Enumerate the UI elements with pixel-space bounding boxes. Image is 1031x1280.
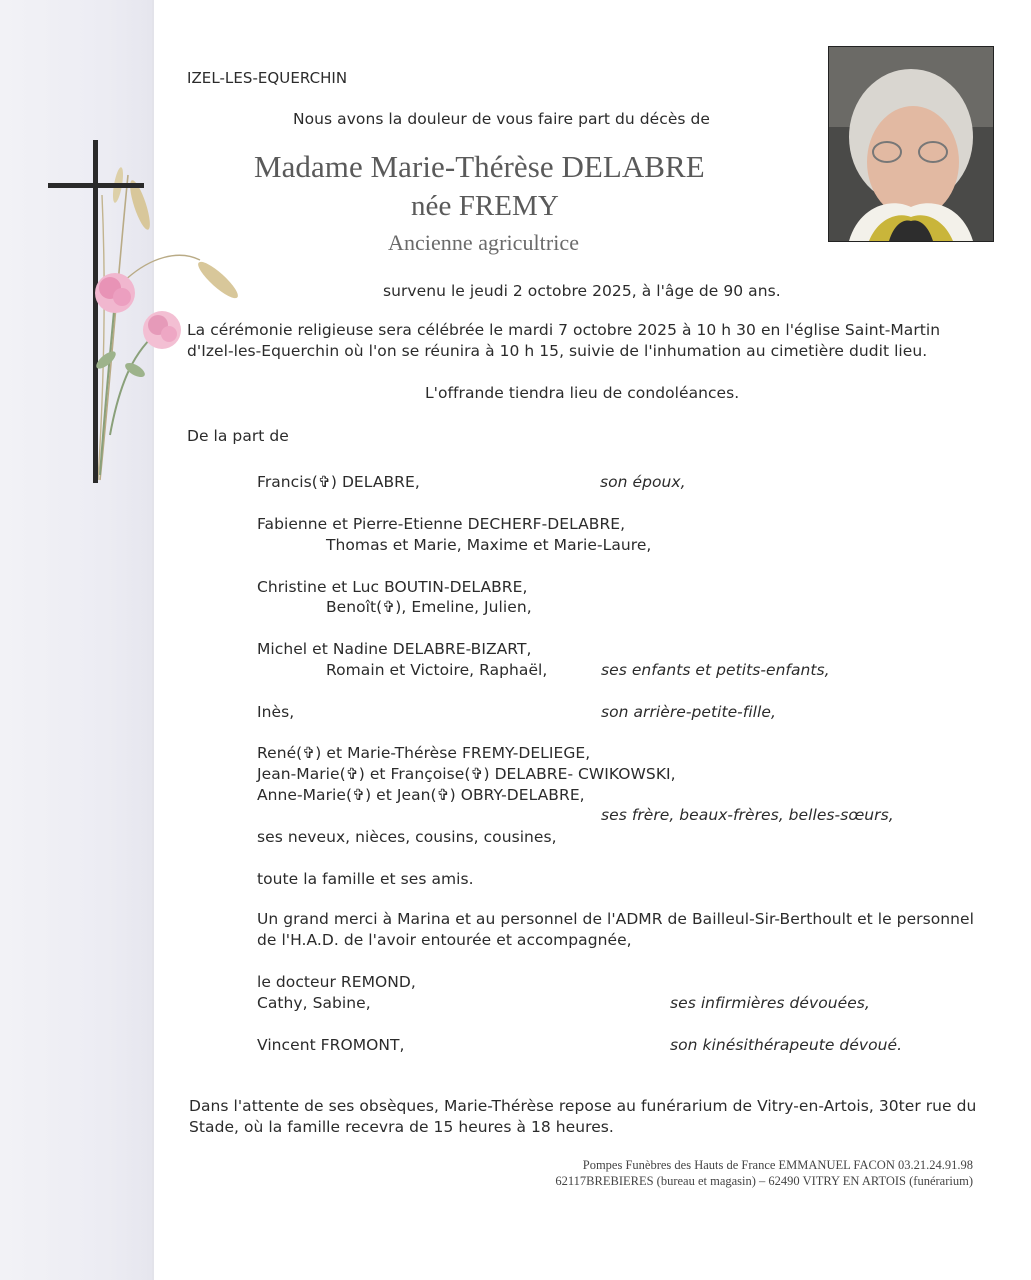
cross-vertical (93, 140, 98, 483)
funeral-home-line2: 62117BREBIERES (bureau et magasin) – 62490 VITRY EN ARTOIS (funérarium) (555, 1174, 973, 1188)
spouse-name: Francis(✞) DELABRE, (257, 473, 420, 491)
location-heading: IZEL-LES-EQUERCHIN (187, 69, 348, 87)
physio-relation: son kinésithérapeute dévoué. (670, 1036, 903, 1054)
nurses-names: Cathy, Sabine, (257, 994, 371, 1012)
cross-horizontal (48, 183, 144, 188)
rose-lower (143, 311, 181, 349)
nephews-text: ses neveux, nièces, cousins, cousines, (257, 828, 557, 846)
from-label: De la part de (187, 427, 289, 445)
rose-upper (95, 273, 135, 313)
ceremony-line2: d'Izel-les-Equerchin où l'on se réunira à 10 h 15, suivie de l'inhumation au cimetière dudit lieu. (187, 342, 928, 360)
sibling2-name: Jean-Marie(✞) et Françoise(✞) DELABRE- CWIKOWSKI, (257, 765, 676, 783)
grandchildren1: Thomas et Marie, Maxime et Marie-Laure, (326, 536, 652, 554)
deceased-name: Madame Marie-Thérèse DELABRE (254, 149, 705, 184)
intro-text: Nous avons la douleur de vous faire part du décès de (293, 110, 710, 128)
doctor-name: le docteur REMOND, (257, 973, 416, 991)
offering-text: L'offrande tiendra lieu de condoléances. (425, 384, 740, 402)
siblings-relation: ses frère, beaux-frères, belles-sœurs, (601, 806, 894, 824)
children-relation: ses enfants et petits-enfants, (601, 661, 830, 679)
death-notice: survenu le jeudi 2 octobre 2025, à l'âge de 90 ans. (383, 282, 781, 300)
grandchildren3: Romain et Victoire, Raphaël, (326, 661, 548, 679)
sibling1-name: René(✞) et Marie-Thérèse FREMY-DELIEGE, (257, 744, 591, 762)
child1-name: Fabienne et Pierre-Etienne DECHERF-DELABRE, (257, 515, 626, 533)
birth-name: née FREMY (411, 190, 559, 222)
all-family-text: toute la famille et ses amis. (257, 870, 474, 888)
physio-name: Vincent FROMONT, (257, 1036, 405, 1054)
occupation: Ancienne agricultrice (388, 230, 580, 255)
great-grandchild-relation: son arrière-petite-fille, (601, 703, 776, 721)
funeral-home-line1: Pompes Funèbres des Hauts de France EMMANUEL FACON 03.21.24.91.98 (582, 1158, 973, 1172)
child3-name: Michel et Nadine DELABRE-BIZART, (257, 640, 532, 658)
rest-line2: Stade, où la famille recevra de 15 heures à 18 heures. (189, 1118, 614, 1136)
grandchildren2: Benoît(✞), Emeline, Julien, (326, 598, 532, 616)
nurses-relation: ses infirmières dévouées, (670, 994, 870, 1012)
spouse-relation: son époux, (600, 473, 686, 491)
rest-line1: Dans l'attente de ses obsèques, Marie-Thérèse repose au funérarium de Vitry-en-Artois, 30ter rue du (189, 1097, 977, 1115)
ceremony-line1: La cérémonie religieuse sera célébrée le mardi 7 octobre 2025 à 10 h 30 en l'église Saint-Martin (187, 321, 941, 339)
great-grandchild-name: Inès, (257, 703, 295, 721)
thanks-line2: de l'H.A.D. de l'avoir entourée et accompagnée, (257, 931, 632, 949)
thanks-line1: Un grand merci à Marina et au personnel de l'ADMR de Bailleul-Sir-Berthoult et le personnel (257, 910, 974, 928)
sibling3-name: Anne-Marie(✞) et Jean(✞) OBRY-DELABRE, (257, 786, 585, 804)
portrait-image (829, 47, 993, 241)
child2-name: Christine et Luc BOUTIN-DELABRE, (257, 578, 528, 596)
portrait-photo (828, 46, 994, 242)
